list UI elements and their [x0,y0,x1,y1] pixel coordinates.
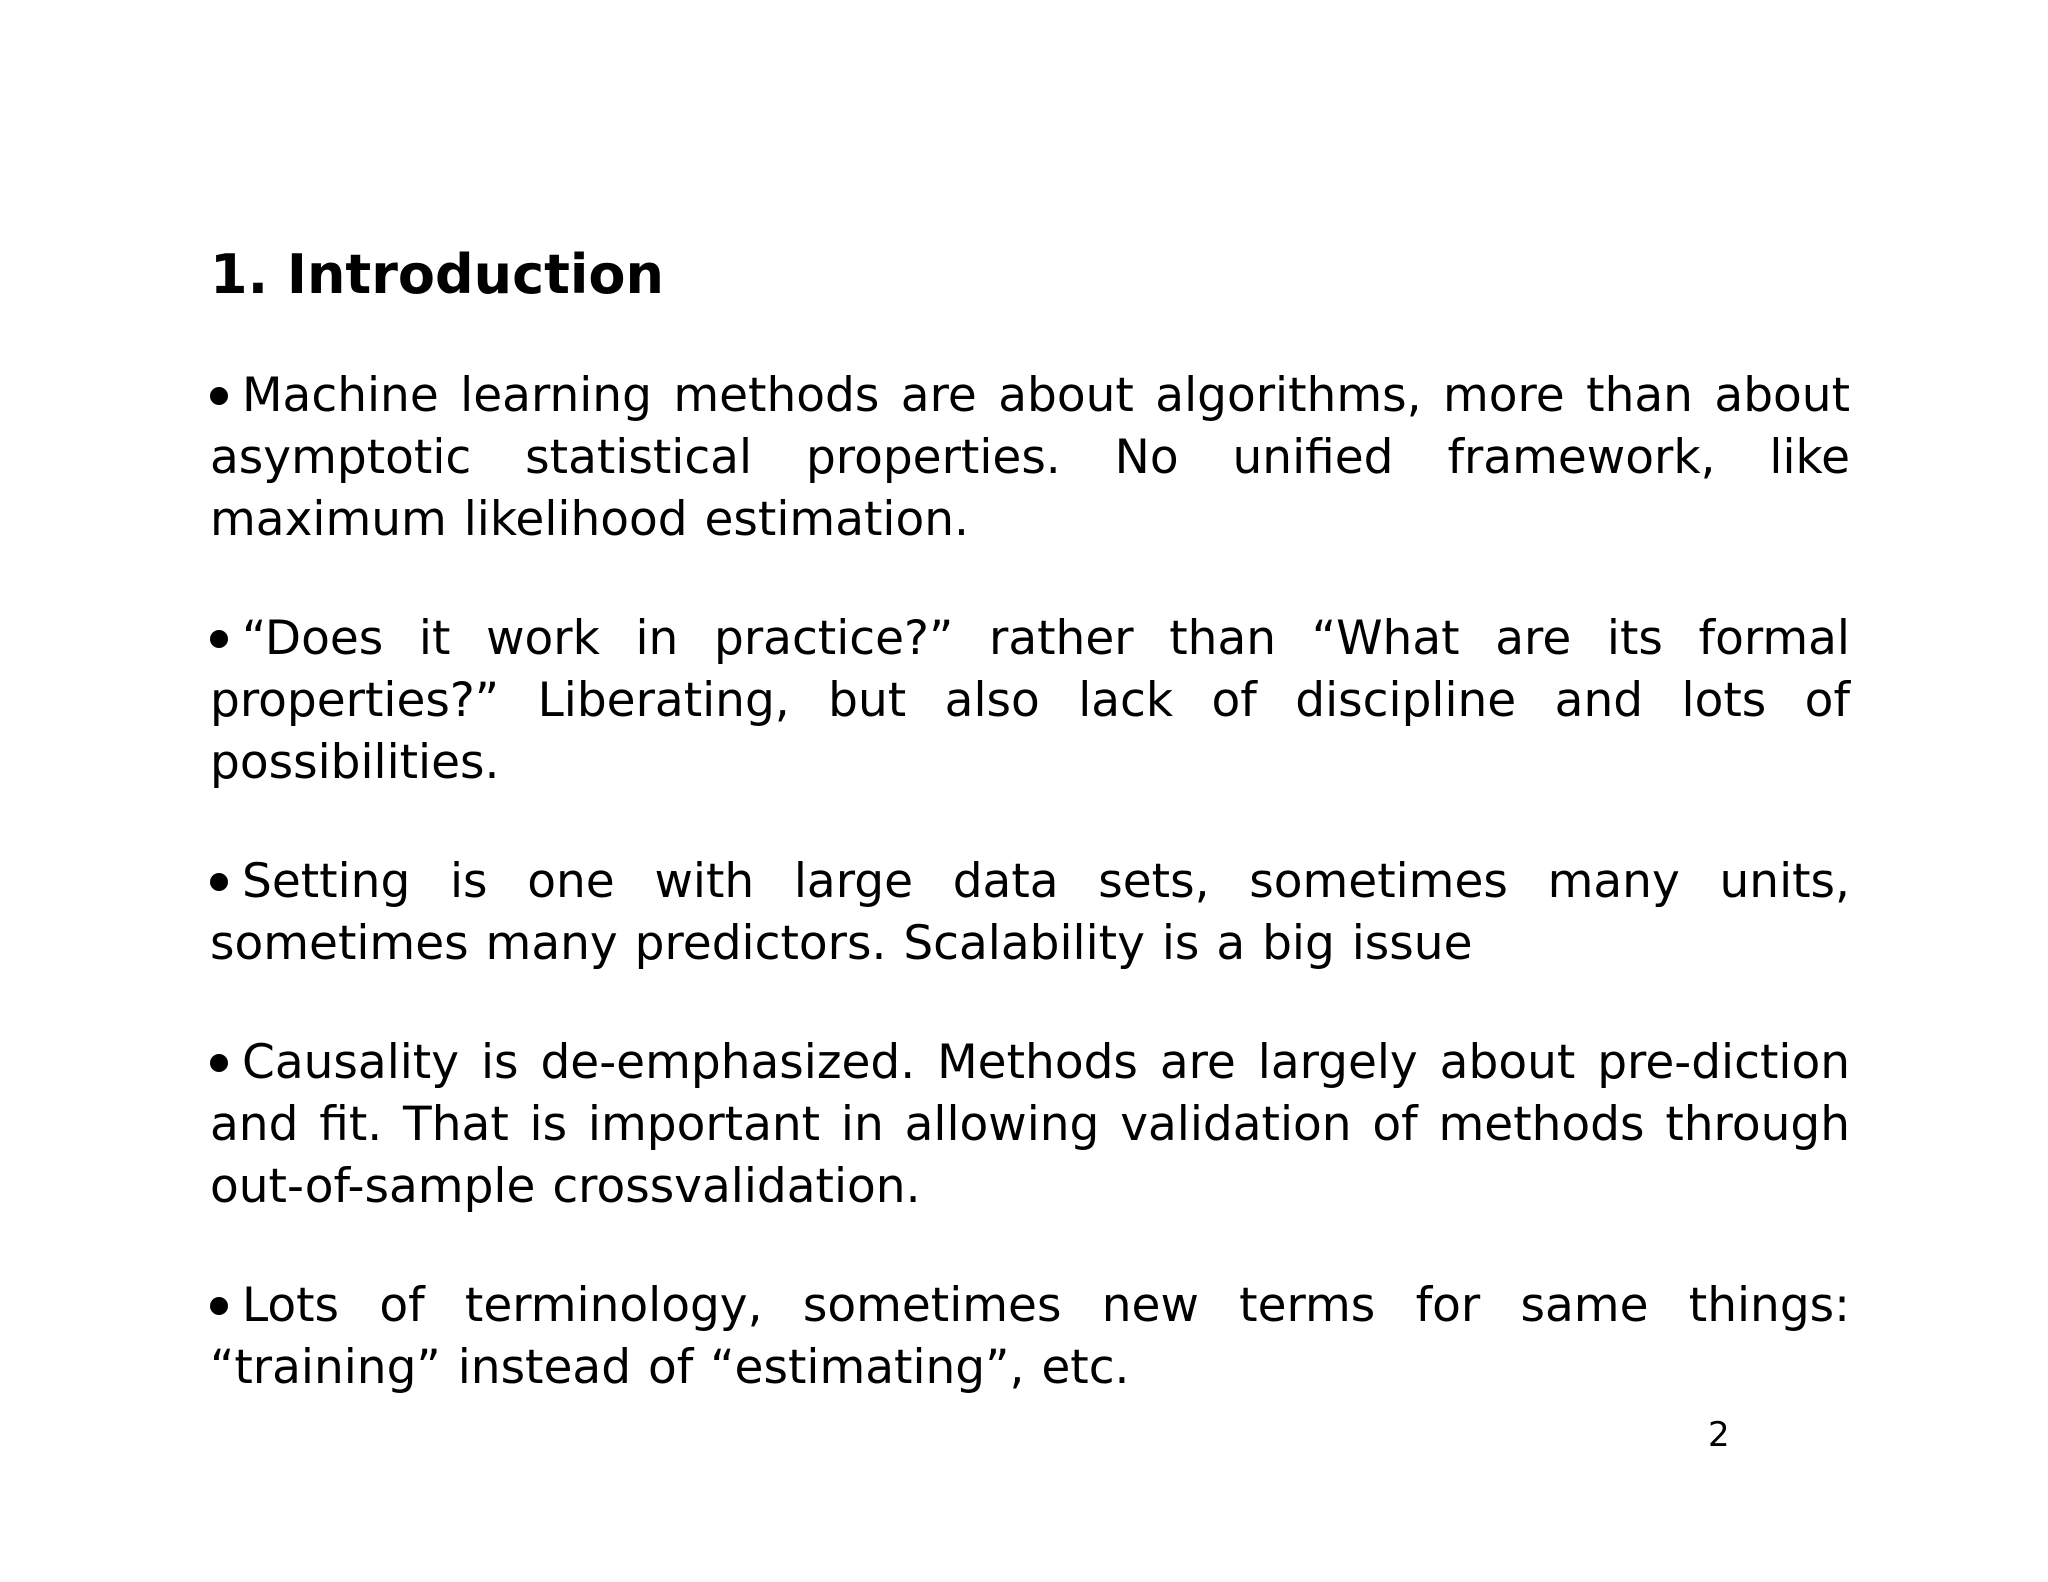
bullet-icon [210,1054,228,1072]
bullet-text: Lots of terminology, sometimes new terms for same things: “training” instead of “estimating”, etc. [210,1278,1850,1395]
bullet-item [210,1275,1850,1399]
bullet-item [210,851,1850,975]
bullet-item [210,1032,1850,1218]
bullet-text: Causality is de-emphasized. Methods are largely about pre-diction and fit. That is important in allowing validation of methods through out-of-sample crossvalidation. [210,1035,1850,1214]
bullet-icon [210,873,228,891]
page-number: 2 [1708,1415,1730,1455]
bullet-list [210,365,1850,1456]
bullet-text: “Does it work in practice?” rather than “What are its formal properties?” Liberating, but also lack of discipline and lots of possibilities. [210,611,1850,790]
bullet-item [210,608,1850,794]
bullet-icon [210,1297,228,1315]
bullet-item [210,365,1850,551]
bullet-text: Setting is one with large data sets, sometimes many units, sometimes many predictors. Scalability is a big issue [210,854,1850,971]
bullet-text: Machine learning methods are about algorithms, more than about asymptotic statistical properties. No unified framework, like maximum likelihood estimation. [210,368,1850,547]
bullet-icon [210,387,228,405]
slide-title: 1. Introduction [210,243,664,306]
bullet-icon [210,630,228,648]
